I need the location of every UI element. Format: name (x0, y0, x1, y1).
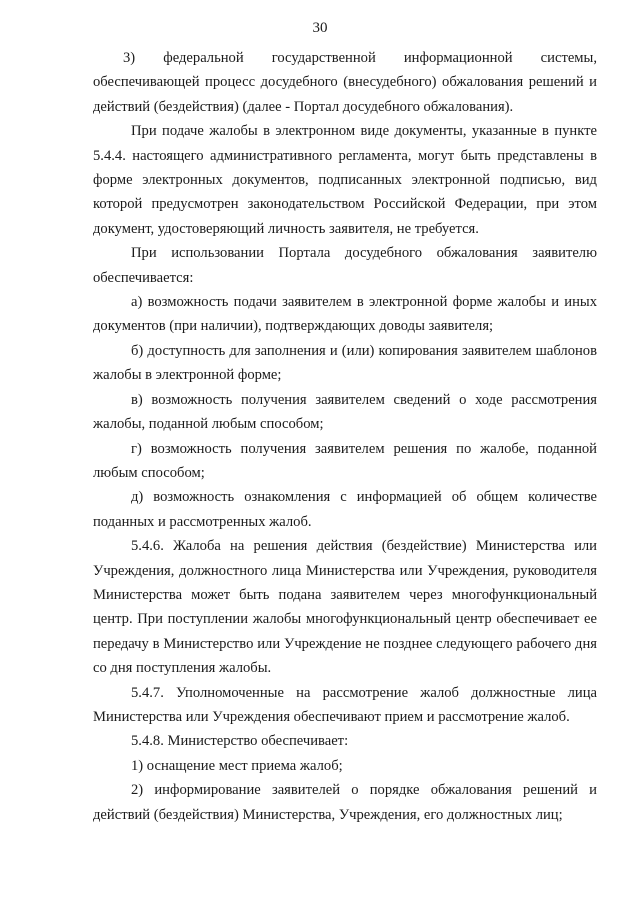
list-item-v: в) возможность получения заявителем сведений о ходе рассмотрения жалобы, поданной любым способом; (93, 391, 597, 433)
clause-5-4-7: 5.4.7. Уполномоченные на рассмотрение жалоб должностные лица Министерства или Учреждения обеспечивают прием и рассмотрение жалоб. (93, 684, 597, 725)
page-number: 30 (312, 20, 328, 36)
document-body (93, 46, 597, 827)
paragraph-federal-system: 3) федеральной государственной информационной системы, обеспечивающей процесс досудебного (внесудебного) обжалования решений и действий (бездействия) (далее - Портал досудебного обжалования). (93, 50, 597, 115)
list-item-a: а) возможность подачи заявителем в электронной форме жалобы и иных документов (при наличии), подтверждающих доводы заявителя; (93, 294, 597, 335)
clause-5-4-8-item-2: 2) информирование заявителей о порядке обжалования решений и действий (бездействия) Министерства, Учреждения, его должностных лиц; (93, 782, 597, 823)
list-item-d: д) возможность ознакомления с информацией об общем количестве поданных и рассмотренных жалоб. (93, 489, 597, 530)
list-item-b: б) доступность для заполнения и (или) копирования заявителем шаблонов жалобы в электронной форме; (93, 342, 597, 384)
clause-5-4-8: 5.4.8. Министерство обеспечивает: (131, 733, 349, 750)
clause-5-4-6: 5.4.6. Жалоба на решения действия (бездействие) Министерства или Учреждения, должностного лица Министерства или Учреждения, руководителя Министерства может быть подана заявителем через многофункциональный центр. При поступлении жалобы многофункциональный центр обеспечивает ее передачу в Министерство или Учреждение не позднее следующего рабочего дня со дня поступления жалобы. (93, 538, 597, 677)
paragraph-portal-provides: При использовании Портала досудебного обжалования заявителю обеспечивается: (93, 245, 597, 286)
clause-5-4-8-item-1: 1) оснащение мест приема жалоб; (131, 757, 343, 774)
list-item-g: г) возможность получения заявителем решения по жалобе, поданной любым способом; (93, 440, 597, 481)
paragraph-electronic-submission: При подаче жалобы в электронном виде документы, указанные в пункте 5.4.4. настоящего административного регламента, могут быть представлены в форме электронных документов, подписанных электронной подписью, вид которой предусмотрен законодательством Российской Федерации, при этом документ, удостоверяющий личность заявителя, не требуется. (93, 123, 597, 237)
